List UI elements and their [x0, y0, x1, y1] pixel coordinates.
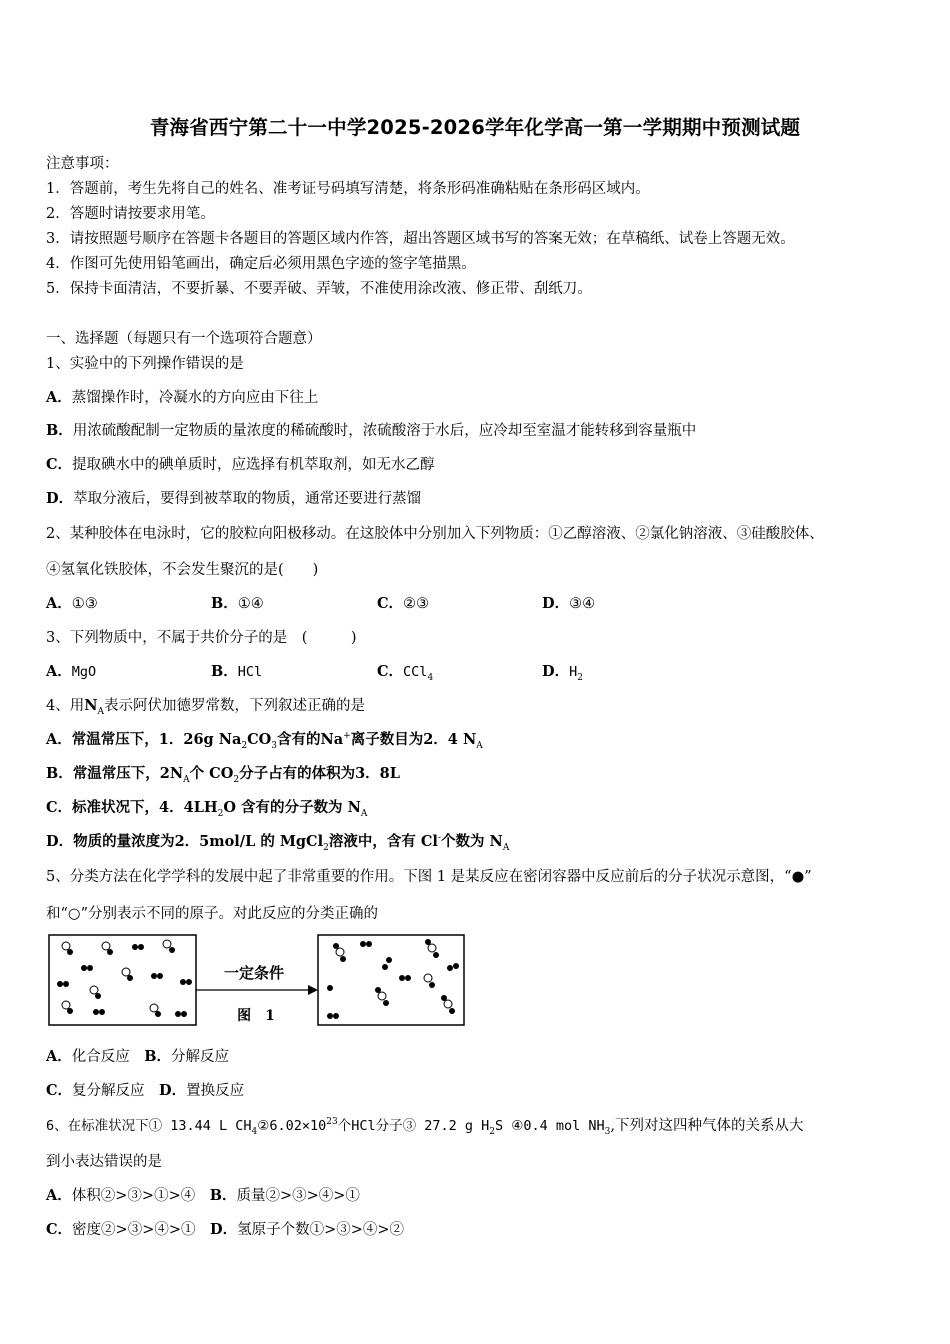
- text: ,下列对这四种气体的关系从大: [610, 1118, 804, 1134]
- text: O 含有的分子数为 N: [223, 799, 361, 816]
- option-label: C．: [377, 663, 404, 680]
- q1-stem: 1、实验中的下列操作错误的是: [46, 356, 244, 372]
- option-text: MgO: [71, 664, 97, 680]
- option-label: D．: [542, 595, 570, 612]
- superscript: 23: [326, 1117, 338, 1128]
- q3-option-a: [46, 660, 96, 681]
- option-text: ①④: [237, 596, 264, 612]
- q4-option-d: [46, 830, 509, 853]
- option-text: 化合反应: [71, 1049, 130, 1065]
- q1-option-c: [46, 453, 435, 474]
- option-label: A．: [46, 1048, 72, 1065]
- text: S ④0.4 mol NH: [495, 1118, 605, 1134]
- q4-option-a: [46, 728, 483, 751]
- option-label: B．: [209, 1187, 237, 1204]
- subscript: 3: [271, 740, 278, 751]
- subscript: A: [360, 808, 368, 819]
- option-text: 复分解反应: [72, 1083, 145, 1099]
- q5-options-row2: [46, 1079, 244, 1100]
- text: 含有的Na: [277, 731, 344, 748]
- q4-stem-b: 表示阿伏加德罗常数，下列叙述正确的是: [104, 698, 365, 714]
- option-text: 密度②>③>④>①: [72, 1222, 196, 1238]
- q6-stem-line1: [46, 1114, 804, 1137]
- figure-caption: 图 1: [237, 1008, 275, 1024]
- q4-option-c: [46, 796, 367, 819]
- option-text: 氢原子个数①>③>④>②: [237, 1222, 405, 1238]
- option-label: A．: [46, 1187, 72, 1204]
- section-heading: 一、选择题（每题只有一个选项符合题意）: [46, 331, 322, 347]
- q3-option-b: [211, 660, 262, 681]
- subscript: 2: [233, 774, 240, 785]
- text: 离子数目为2．4 N: [350, 731, 477, 748]
- option-text: HCl: [237, 664, 263, 680]
- text: ②6.02×10: [257, 1118, 327, 1134]
- q2-option-c: [377, 592, 429, 613]
- subscript: 2: [217, 808, 224, 819]
- option-label: C．: [377, 595, 404, 612]
- q4-option-b: [46, 762, 400, 785]
- text: 溶液中，含有 Cl: [328, 833, 438, 850]
- text: 个数为 N: [441, 833, 503, 850]
- q2-stem-line1: 2、某种胶体在电泳时，它的胶粒向阳极移动。在这胶体中分别加入下列物质：①乙醇溶液、②氯化钠溶液、③硅酸胶体、: [46, 526, 824, 542]
- subscript: A: [476, 740, 483, 751]
- notes-item-1: 1．答题前，考生先将自己的姓名、准考证号码填写清楚，将条形码准确粘贴在条形码区域内。: [46, 181, 650, 197]
- reaction-arrow-head: [308, 985, 318, 995]
- option-text: 用浓硫酸配制一定物质的量浓度的稀硫酸时，浓硫酸溶于水后，应冷却至室温才能转移到容量瓶中: [72, 423, 697, 439]
- before-molecules: [57, 940, 192, 1017]
- text: CO: [247, 731, 272, 748]
- option-label: D．: [46, 490, 74, 507]
- option-label: D．: [46, 833, 74, 850]
- text: 分子占有的体积为3．8L: [239, 765, 400, 782]
- q3-option-c: [377, 660, 433, 683]
- q5-stem-line2: 和“○”分别表示不同的原子。对此反应的分类正确的: [46, 906, 378, 922]
- option-label: B．: [211, 663, 238, 680]
- subscript: A: [97, 706, 104, 717]
- notes-item-5: 5．保持卡面清洁，不要折暴、不要弄破、弄皱，不准使用涂改液、修正带、刮纸刀。: [46, 281, 592, 297]
- q6-options-row2: [46, 1218, 404, 1239]
- option-text: 分解反应: [171, 1049, 230, 1065]
- option-label: C．: [46, 456, 73, 473]
- option-text: 萃取分液后，要得到被萃取的物质，通常还要进行蒸馏: [73, 491, 422, 507]
- page-title: 青海省西宁第二十一中学2025-2026学年化学高一第一学期期中预测试题: [149, 116, 801, 139]
- subscript: 2: [489, 1126, 496, 1137]
- option-label: B．: [46, 765, 73, 782]
- option-label: D．: [159, 1082, 187, 1099]
- option-label: A．: [46, 663, 72, 680]
- option-text: 提取碘水中的碘单质时，应选择有机萃取剂，如无水乙醇: [72, 457, 435, 473]
- text: 6、在标准状况下① 13.44 L CH: [46, 1118, 252, 1134]
- notes-item-3: 3．请按照题号顺序在答题卡各题目的答题区域内作答，超出答题区域书写的答案无效；在草稿纸、试卷上答题无效。: [46, 231, 795, 247]
- text: 物质的量浓度为2．5mol/L 的 MgCl: [73, 833, 324, 850]
- option-label: C．: [46, 799, 73, 816]
- option-label: B．: [46, 422, 73, 439]
- option-text: 置换反应: [186, 1083, 245, 1099]
- q4-stem-a: 4、用: [46, 698, 85, 714]
- option-label: D．: [210, 1221, 238, 1238]
- superscript: -: [437, 833, 441, 844]
- option-text: H: [569, 664, 578, 680]
- text: 个HCl分子③ 27.2 g H: [337, 1118, 490, 1134]
- option-text: 质量②>③>④>①: [236, 1188, 360, 1204]
- after-molecules: [327, 939, 459, 1019]
- option-label: A．: [46, 595, 72, 612]
- reaction-diagram: [46, 932, 466, 1028]
- q1-option-a: [46, 386, 318, 407]
- option-label: B．: [144, 1048, 172, 1065]
- q1-option-b: [46, 419, 696, 440]
- notes-heading: 注意事项：: [46, 156, 119, 172]
- q4-na: N: [84, 697, 98, 714]
- option-text: ②③: [403, 596, 430, 612]
- option-text: 体积②>③>①>④: [71, 1188, 196, 1204]
- option-text: 蒸馏操作时，冷凝水的方向应由下往上: [71, 390, 319, 406]
- option-text: ③④: [569, 596, 596, 612]
- text: 常温常压下，2N: [72, 765, 184, 782]
- reaction-condition-label: 一定条件: [223, 964, 285, 982]
- q1-option-d: [46, 487, 421, 508]
- subscript: 4: [427, 672, 434, 683]
- q6-stem-line2: 到小表达错误的是: [46, 1154, 162, 1170]
- text: 常温常压下，1．26g Na: [71, 731, 242, 748]
- q3-stem: 3、下列物质中，不属于共价分子的是 ( ): [46, 630, 357, 646]
- subscript: 2: [323, 842, 329, 853]
- notes-item-4: 4．作图可先使用铅笔画出，确定后必须用黑色字迹的签字笔描黑。: [46, 256, 476, 272]
- q2-option-b: [211, 592, 264, 613]
- q2-option-d: [542, 592, 595, 613]
- q5-stem-line1: 5、分类方法在化学学科的发展中起了非常重要的作用。下图 1 是某反应在密闭容器中反应前后的分子状况示意图，“●”: [46, 869, 812, 885]
- subscript: A: [183, 774, 190, 785]
- q4-stem: [46, 694, 365, 717]
- text: 个 CO: [189, 765, 234, 782]
- option-label: C．: [46, 1221, 73, 1238]
- option-text: ①③: [71, 596, 98, 612]
- q5-options-row1: [46, 1045, 229, 1066]
- option-label: C．: [46, 1082, 73, 1099]
- notes-item-2: 2．答题时请按要求用笔。: [46, 206, 215, 222]
- subscript: A: [502, 842, 510, 853]
- option-label: A．: [46, 731, 72, 748]
- text: 标准状况下，4．4LH: [72, 799, 218, 816]
- q3-option-d: [542, 660, 583, 683]
- q6-options-row1: [46, 1184, 360, 1205]
- q2-option-a: [46, 592, 98, 613]
- subscript: 2: [241, 740, 248, 751]
- option-text: CCl: [403, 664, 428, 680]
- q2-stem-line2: ④氢氧化铁胶体，不会发生聚沉的是( ): [46, 562, 319, 578]
- option-label: D．: [542, 663, 570, 680]
- subscript: 3: [604, 1126, 611, 1137]
- option-label: B．: [211, 595, 238, 612]
- subscript: 4: [251, 1126, 258, 1137]
- superscript: +: [343, 731, 351, 742]
- option-label: A．: [46, 389, 72, 406]
- subscript: 2: [577, 672, 583, 683]
